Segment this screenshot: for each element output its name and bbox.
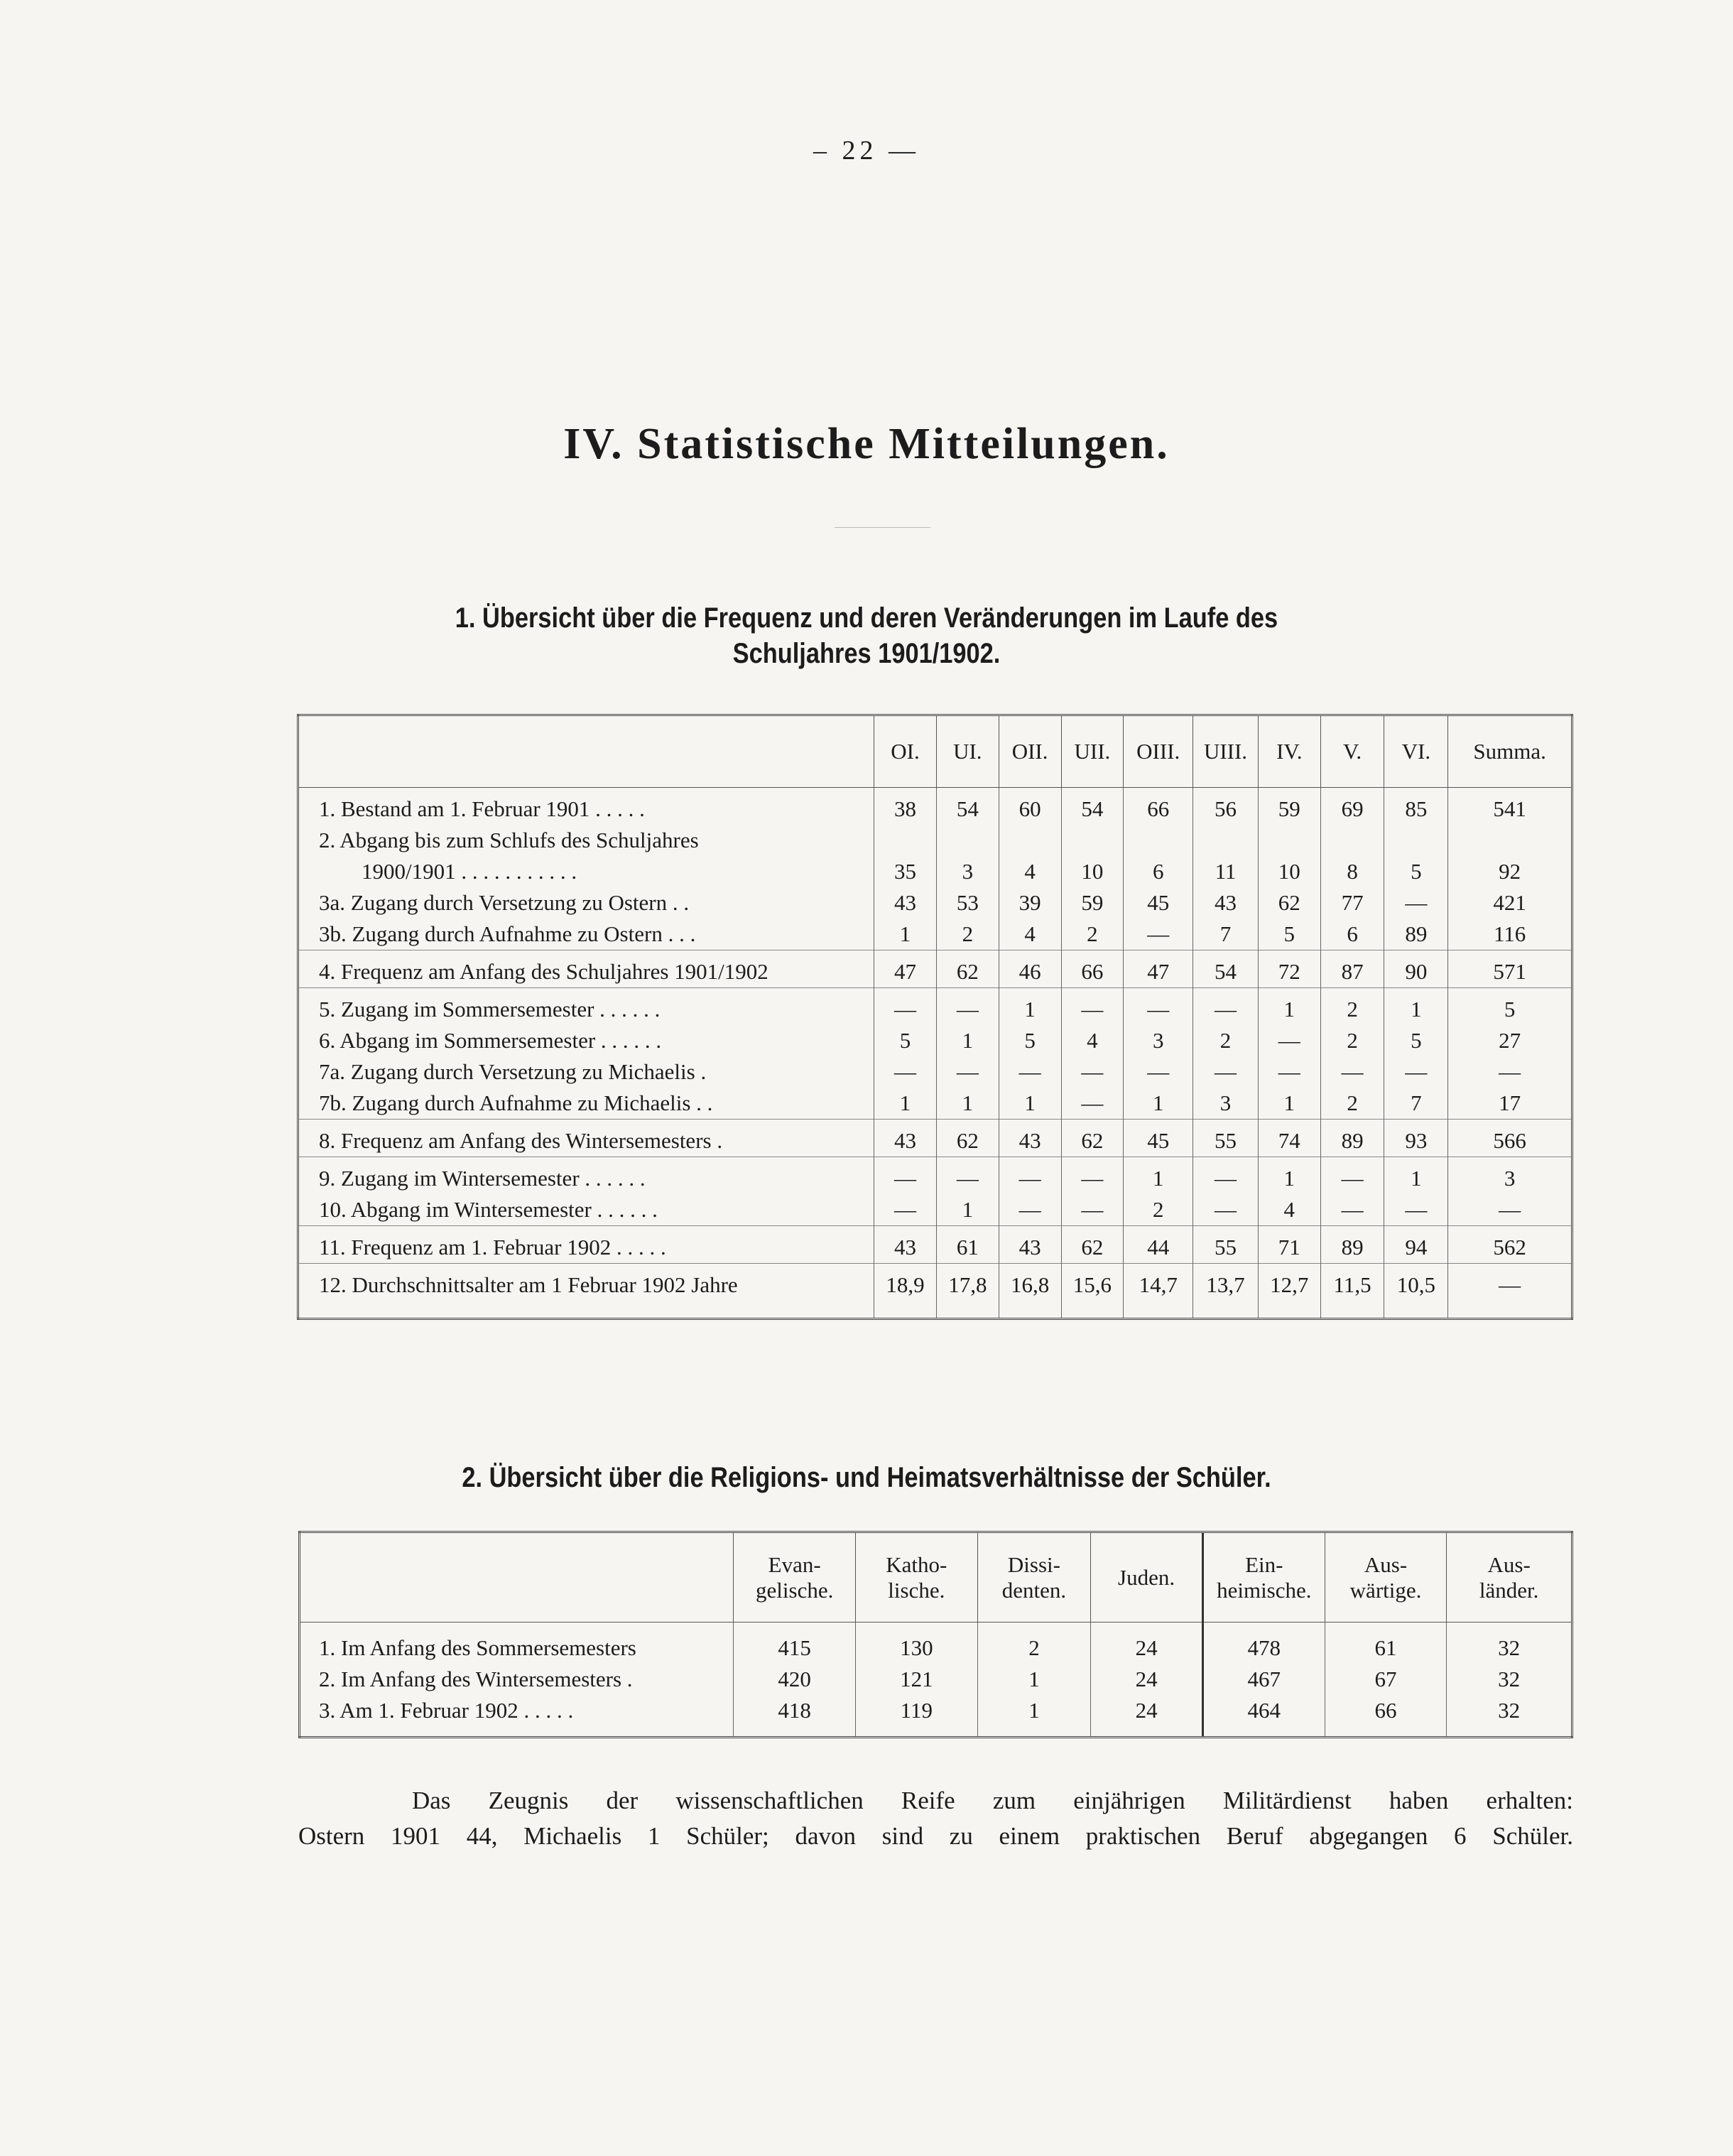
cell-value: 77 [1320,887,1384,919]
table-row [298,1120,1572,1157]
col-header: Aus- wärtige. [1325,1532,1447,1623]
row-label: 10. Abgang im Wintersemester . . . . . . [319,1197,658,1222]
cell-value: 66 [1061,950,1124,988]
cell-value: 54 [936,788,999,825]
cell-value: 74 [1258,1120,1320,1157]
col-header: UI. [936,715,999,788]
col-header: UII. [1061,715,1124,788]
cell-value: 4 [999,825,1061,887]
cell-value: 1 [1258,1157,1320,1195]
table-row [298,1194,1572,1226]
cell-value: 1 [1258,988,1320,1026]
cell-value: — [1193,1194,1259,1226]
cell-value: — [1061,988,1124,1026]
religion-table-header [300,1532,1572,1623]
cell-value: 5 [1258,919,1320,950]
cell-value: 5 [874,1025,937,1056]
col-header: OII. [999,715,1061,788]
col-header: Katho- lische. [856,1532,978,1623]
title-divider [835,527,930,528]
cell-value: 59 [1061,887,1124,919]
cell-value: 17,8 [936,1264,999,1319]
cell-value: — [874,988,937,1026]
row-label: 7a. Zugang durch Versetzung zu Michaelis . [319,1059,707,1084]
section1-title-line2: Schuljahres 1901/1902. [732,638,1001,669]
cell-value: 89 [1320,1120,1384,1157]
cell-value: — [1258,1025,1320,1056]
cell-value: 1 [977,1695,1091,1738]
cell-value: 18,9 [874,1264,937,1319]
cell-value: 85 [1384,788,1448,825]
cell-value: 7 [1384,1088,1448,1120]
table-row [298,919,1572,950]
cell-value: 2 [1320,1088,1384,1120]
cell-value: 1 [999,1088,1061,1120]
cell-value: 24 [1091,1664,1203,1695]
cell-value: 1 [1124,1088,1193,1120]
cell-value: 24 [1091,1623,1203,1664]
table-row [298,988,1572,1026]
col-header-summa: Summa. [1448,715,1572,788]
cell-value: 43 [1193,887,1259,919]
row-label: 1. Im Anfang des Sommersemesters [319,1635,636,1660]
row-label: 6. Abgang im Sommersemester . . . . . . [319,1028,662,1053]
row-label: 8. Frequenz am Anfang des Wintersemesters . [298,1120,874,1157]
cell-summa: 566 [1448,1120,1572,1157]
col-header: Evan- gelische. [734,1532,856,1623]
table-row [298,788,1572,825]
cell-value: 10 [1061,825,1124,887]
cell-value: 43 [874,1120,937,1157]
cell-value: 4 [1258,1194,1320,1226]
col-header: OI. [874,715,937,788]
cell-value: 45 [1124,887,1193,919]
cell-value: 2 [1061,919,1124,950]
cell-value: — [1061,1088,1124,1120]
col-header: Juden. [1091,1532,1203,1623]
cell-value: 6 [1320,919,1384,950]
cell-value: 47 [1124,950,1193,988]
col-header: UIII. [1193,715,1259,788]
cell-value: 61 [1325,1623,1447,1664]
cell-value: 5 [1384,825,1448,887]
table-row [298,825,1572,887]
col-header: VI. [1384,715,1448,788]
cell-value: 5 [1384,1025,1448,1056]
cell-value: 45 [1124,1120,1193,1157]
row-label: 2. Abgang bis zum Schlufs des Schuljahres 1900/1901 . . . . . . . . . . . [298,825,874,887]
cell-summa: 571 [1448,950,1572,988]
cell-value: — [1061,1194,1124,1226]
cell-value: 464 [1202,1695,1325,1738]
section1-title-line1: 1. Übersicht über die Frequenz und deren Veränderungen im Laufe des [455,602,1278,634]
cell-value: 1 [977,1664,1091,1695]
cell-value: — [1320,1194,1384,1226]
frequency-table-header [298,715,1572,788]
cell-value: 43 [874,1226,937,1264]
cell-value: 2 [977,1623,1091,1664]
cell-value: 4 [1061,1025,1124,1056]
cell-value: 94 [1384,1226,1448,1264]
cell-value: 11,5 [1320,1264,1384,1319]
cell-value: — [1384,1194,1448,1226]
cell-value: 1 [936,1088,999,1120]
col-header: OIII. [1124,715,1193,788]
cell-value: 24 [1091,1695,1203,1738]
col-header: Aus- länder. [1447,1532,1572,1623]
cell-value: — [1061,1157,1124,1195]
cell-value: — [1193,1056,1259,1088]
cell-value: 71 [1258,1226,1320,1264]
cell-value: 44 [1124,1226,1193,1264]
cell-value: 11 [1193,825,1259,887]
cell-value: — [999,1056,1061,1088]
cell-value: 46 [999,950,1061,988]
cell-summa: — [1448,1194,1572,1226]
row-label: 1. Bestand am 1. Februar 1901 . . . . . [298,788,874,825]
cell-value: 89 [1384,919,1448,950]
row-label: 2. Im Anfang des Wintersemesters . [319,1667,633,1691]
cell-value: 32 [1447,1623,1572,1664]
cell-value: 47 [874,950,937,988]
cell-summa: 92 [1448,825,1572,887]
cell-value: — [1193,1157,1259,1195]
col-header: V. [1320,715,1384,788]
cell-value: 67 [1325,1664,1447,1695]
note-paragraph [298,1783,1573,1854]
cell-value: 10 [1258,825,1320,887]
cell-value: 90 [1384,950,1448,988]
cell-value: 66 [1325,1695,1447,1738]
cell-value: 1 [999,988,1061,1026]
cell-value: — [874,1194,937,1226]
cell-value: 2 [1320,1025,1384,1056]
cell-summa: 3 [1448,1157,1572,1195]
cell-value: 130 [856,1623,978,1664]
cell-value: 61 [936,1226,999,1264]
cell-summa: 116 [1448,919,1572,950]
section2-title: 2. Übersicht über die Religions- und Heimatsverhältnisse der Schüler. [462,1462,1271,1493]
cell-value: 59 [1258,788,1320,825]
section1-title [121,600,1612,671]
cell-value: — [1320,1056,1384,1088]
cell-value: 3 [1124,1025,1193,1056]
cell-value: 478 [1202,1623,1325,1664]
cell-value: 467 [1202,1664,1325,1695]
row-label: 5. Zugang im Sommersemester . . . . . . [298,988,874,1026]
cell-value: 62 [936,1120,999,1157]
cell-value: 54 [1061,788,1124,825]
cell-summa: 421 [1448,887,1572,919]
table-row [298,950,1572,988]
table-row [298,887,1572,919]
cell-value: 415 [734,1623,856,1664]
cell-value: 56 [1193,788,1259,825]
col-header: Ein- heimische. [1202,1532,1325,1623]
cell-value: 418 [734,1695,856,1738]
religion-table [298,1531,1573,1738]
cell-summa: 5 [1448,988,1572,1026]
cell-value: — [936,1056,999,1088]
table-row [300,1623,1572,1664]
cell-value: — [1124,1056,1193,1088]
table-row [300,1695,1572,1738]
row-label: 12. Durchschnittsalter am 1 Februar 1902 Jahre [298,1264,874,1319]
table-row [298,1056,1572,1088]
frequency-table [297,714,1573,1320]
cell-value: 62 [936,950,999,988]
cell-value: 39 [999,887,1061,919]
row-label: 3b. Zugang durch Aufnahme zu Ostern . . . [319,921,696,946]
cell-value: 62 [1061,1120,1124,1157]
col-header: Dissi- denten. [977,1532,1091,1623]
cell-value: 32 [1447,1695,1572,1738]
cell-value: 43 [874,887,937,919]
cell-value: 1 [936,1194,999,1226]
cell-value: 55 [1193,1120,1259,1157]
cell-value: — [874,1157,937,1195]
cell-value: 4 [999,919,1061,950]
cell-value: 62 [1061,1226,1124,1264]
cell-value: 69 [1320,788,1384,825]
note-line1: Das Zeugnis der wissenschaftlichen Reife zum einjährigen Militärdienst haben erhalten: [412,1787,1573,1814]
cell-value: — [1061,1056,1124,1088]
row-label: 3a. Zugang durch Versetzung zu Ostern . . [319,890,690,915]
cell-value: — [936,1157,999,1195]
cell-value: 35 [874,825,937,887]
table-row [298,1226,1572,1264]
cell-value: 62 [1258,887,1320,919]
row-label: 3. Am 1. Februar 1902 . . . . . [319,1698,574,1723]
cell-value: — [1384,887,1448,919]
cell-value: 38 [874,788,937,825]
cell-value: 121 [856,1664,978,1695]
cell-value: — [874,1056,937,1088]
cell-value: — [1258,1056,1320,1088]
table-row [298,1157,1572,1195]
cell-summa: 17 [1448,1088,1572,1120]
col-header: IV. [1258,715,1320,788]
page-number: – 22 — [813,136,920,166]
cell-value: — [1124,988,1193,1026]
cell-value: 7 [1193,919,1259,950]
cell-value: 3 [936,825,999,887]
cell-value: 1 [874,1088,937,1120]
cell-summa: — [1448,1264,1572,1319]
row-label: 4. Frequenz am Anfang des Schuljahres 1901/1902 [298,950,874,988]
cell-value: 10,5 [1384,1264,1448,1319]
cell-value: 32 [1447,1664,1572,1695]
row-label: 11. Frequenz am 1. Februar 1902 . . . . . [298,1226,874,1264]
cell-value: — [1320,1157,1384,1195]
cell-value: 1 [936,1025,999,1056]
cell-value: — [999,1194,1061,1226]
cell-value: 1 [1384,1157,1448,1195]
cell-summa: — [1448,1056,1572,1088]
cell-value: 1 [1384,988,1448,1026]
cell-value: 1 [1258,1088,1320,1120]
note-line2: Ostern 1901 44, Michaelis 1 Schüler; davon sind zu einem praktischen Beruf abgegangen 6 Schüler. [298,1822,1573,1850]
cell-value: 72 [1258,950,1320,988]
cell-value: 1 [1124,1157,1193,1195]
cell-value: 43 [999,1120,1061,1157]
table-row [298,1025,1572,1056]
cell-value: 54 [1193,950,1259,988]
cell-value: 420 [734,1664,856,1695]
cell-value: 14,7 [1124,1264,1193,1319]
row-label: 9. Zugang im Wintersemester . . . . . . [298,1157,874,1195]
table-row [298,1264,1572,1319]
cell-value: 66 [1124,788,1193,825]
cell-value: 12,7 [1258,1264,1320,1319]
cell-value: 13,7 [1193,1264,1259,1319]
cell-value: — [1124,919,1193,950]
cell-value: 60 [999,788,1061,825]
cell-summa: 562 [1448,1226,1572,1264]
cell-value: 87 [1320,950,1384,988]
cell-value: 3 [1193,1088,1259,1120]
main-title: IV. Statistische Mitteilungen. [563,420,1170,468]
cell-value: 119 [856,1695,978,1738]
cell-summa: 541 [1448,788,1572,825]
cell-value: 93 [1384,1120,1448,1157]
header-label-cell [298,715,874,788]
cell-value: 55 [1193,1226,1259,1264]
cell-value: 89 [1320,1226,1384,1264]
cell-value: — [999,1157,1061,1195]
cell-value: 15,6 [1061,1264,1124,1319]
cell-value: — [1193,988,1259,1026]
header-label-cell [300,1532,734,1623]
cell-value: 2 [1124,1194,1193,1226]
cell-summa: 27 [1448,1025,1572,1056]
row-label: 7b. Zugang durch Aufnahme zu Michaelis . . [319,1090,713,1115]
table-row [300,1664,1572,1695]
table-row [298,1088,1572,1120]
cell-value: 16,8 [999,1264,1061,1319]
cell-value: 53 [936,887,999,919]
cell-value: 2 [936,919,999,950]
cell-value: — [1384,1056,1448,1088]
cell-value: 6 [1124,825,1193,887]
cell-value: 1 [874,919,937,950]
row-label-continuation: 1900/1901 . . . . . . . . . . . [362,859,577,884]
cell-value: 5 [999,1025,1061,1056]
cell-value: 43 [999,1226,1061,1264]
cell-value: 2 [1320,988,1384,1026]
cell-value: 2 [1193,1025,1259,1056]
cell-value: 8 [1320,825,1384,887]
cell-value: — [936,988,999,1026]
